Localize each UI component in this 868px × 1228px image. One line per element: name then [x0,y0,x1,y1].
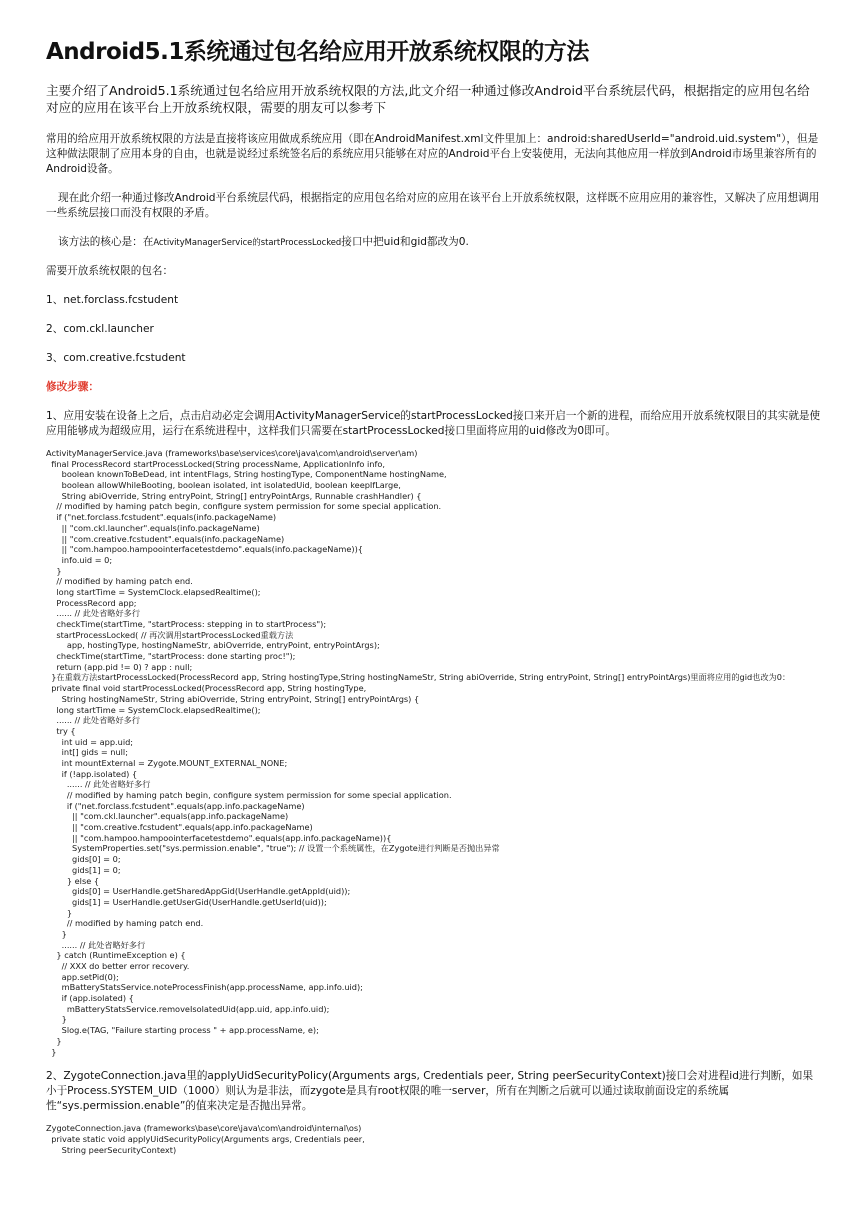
code-line: } [46,1046,57,1057]
code-line: }在重载方法startProcessLocked(ProcessRecord app, String hostingType,String hostingNameStr, String abiOverride, String entryPoint, String[] entryPointArgs)里面将应用的gid也改为0： [46,672,791,683]
code-line: // modified by haming patch begin, configure system permission for some special application. [46,501,442,512]
code-line: } [46,928,67,939]
package-item: 1、net.forclass.fcstudent [46,294,179,306]
code-line: boolean allowWhileBooting, boolean isolated, int isolatedUid, boolean keepIfLarge, [46,480,401,491]
code-line: String hostingNameStr, String abiOverride, String entryPoint, String[] entryPointArgs) { [46,693,420,704]
code-line: if ("net.forclass.fcstudent".equals(info.packageName) [46,512,277,523]
code-line: // modified by haming patch begin, configure system permission for some special application. [46,790,452,800]
code-line: int mountExternal = Zygote.MOUNT_EXTERNAL_NONE; [46,757,288,768]
page-title: Android5.1系统通过包名给应用开放系统权限的方法 [46,39,589,65]
code-line: String abiOverride, String entryPoint, String[] entryPointArgs, Runnable crashHandler) { [46,490,422,501]
code-line: gids[0] = UserHandle.getSharedAppGid(UserHandle.getAppId(uid)); [46,886,351,897]
code-line: } else { [46,875,100,886]
paragraph-intro: 常用的给应用开放系统权限的方法是直接将该应用做成系统应用（即在AndroidManifest.xml文件里加上：android:sharedUserId="android.uid.system"），但是这种做法限制了应用本身的自由，也就是说经过系统签名后的系统应用只能够在对应的Android平台上安装使用，无法向其他应用一样放到Android市场里兼容所有的Android设备。 [46,133,819,175]
code-line: private static void applyUidSecurityPolicy(Arguments args, Credentials peer, [46,1133,365,1144]
code-block-activity-manager [46,448,822,1057]
code-line: ProcessRecord app; [46,597,137,608]
code-line: || "com.ckl.launcher".equals(app.info.packageName) [46,811,289,822]
paragraph-core [46,235,822,250]
code-line: } [46,1035,62,1046]
paragraph-packages-intro: 需要开放系统权限的包名： [46,265,174,277]
code-line: private final void startProcessLocked(ProcessRecord app, String hostingType, [46,683,367,694]
code-line: mBatteryStatsService.removeIsolatedUid(app.uid, app.info.uid); [46,1003,330,1014]
code-line: checkTime(startTime, "startProcess: stepping in to startProcess"); [46,619,327,629]
code-line: ActivityManagerService.java (frameworks\base\services\core\java\com\android\server\am) [46,448,418,458]
code-line: app.setPid(0); [46,971,119,982]
code-line: String peerSecurityContext) [46,1144,177,1155]
code-line: ...... // 此处省略好多行 [46,779,151,790]
steps-heading: 修改步骤： [46,381,99,393]
code-line: } [46,907,73,918]
code-line: ...... // 此处省略好多行 [46,715,141,726]
code-line: } [46,1014,67,1025]
step-2-text: 2、ZygoteConnection.java里的applyUidSecurityPolicy(Arguments args, Credentials peer, String peerSecurityContext)接口会对进程id进行判断，如果小于Process.SYSTEM_UID（1000）则认为是非法，而zygote是具有root权限的唯一server，所有在判断之后就可以通过读取前面设定的系统属性“sys.permission.enable”的值来决定是否抛出异常。 [46,1070,814,1113]
package-item: 2、com.ckl.launcher [46,323,154,335]
code-line: final ProcessRecord startProcessLocked(String processName, ApplicationInfo info, [46,458,385,469]
code-line: gids[1] = UserHandle.getUserGid(UserHandle.getUserId(uid)); [46,896,327,907]
code-line: mBatteryStatsService.noteProcessFinish(app.processName, app.info.uid); [46,982,363,993]
code-line: ZygoteConnection.java (frameworks\base\core\java\com\android\internal\os) [46,1123,362,1134]
code-line: || "com.creative.fcstudent".equals(app.info.packageName) [46,822,313,833]
code-line: || "com.hampoo.hampoointerfacetestdemo".equals(info.packageName)){ [46,544,363,555]
core-method: ActivityManagerService的startProcessLocked [153,237,342,247]
code-line: ...... // 此处省略好多行 [46,939,146,950]
core-prefix: 该方法的核心是：在 [58,236,154,248]
code-line: ...... // 此处省略好多行 [46,608,141,619]
code-line: } [46,565,62,576]
code-line: // modified by haming patch end. [46,918,204,929]
code-line: // XXX do better error recovery. [46,961,190,971]
code-line: return (app.pid != 0) ? app : null; [46,661,193,672]
code-line: || "com.hampoo.hampoointerfacetestdemo".equals(app.info.packageName)){ [46,832,392,843]
code-line: gids[1] = 0; [46,864,121,875]
code-line: if (!app.isolated) { [46,768,138,779]
code-line: boolean knownToBeDead, int intentFlags, String hostingType, ComponentName hostingName, [46,469,447,480]
step-1-text: 1、应用安装在设备上之后，点击启动必定会调用ActivityManagerService的startProcessLocked接口来开启一个新的进程，而给应用开放系统权限目的其实就是使应用能够成为超级应用，运行在系统进程中，这样我们只需要在startProcessLocked接口里面将应用的uid修改为0即可。 [46,410,821,437]
code-line: // modified by haming patch end. [46,576,193,587]
package-item: 3、com.creative.fcstudent [46,352,186,364]
code-block-zygote-connection [46,1123,822,1155]
code-line: if (app.isolated) { [46,993,134,1004]
code-line: gids[0] = 0; [46,854,121,865]
code-line: info.uid = 0; [46,554,113,565]
code-line: } catch (RuntimeException e) { [46,950,186,961]
code-line: app, hostingType, hostingNameStr, abiOverride, entryPoint, entryPointArgs); [46,640,380,651]
paragraph-approach: 现在此介绍一种通过修改Android平台系统层代码，根据指定的应用包名给对应的应用在该平台上开放系统权限，这样既不应用应用的兼容性，又解决了应用想调用一些系统层接口而没有权限的矛盾。 [46,192,820,219]
code-line: startProcessLocked( // 再次调用startProcessLocked重载方法 [46,629,294,640]
article-summary: 主要介绍了Android5.1系统通过包名给应用开放系统权限的方法,此文介绍一种通过修改Android平台系统层代码，根据指定的应用包名给对应的应用在该平台上开放系统权限，需要的朋友可以参考下 [46,83,810,115]
code-line: int[] gids = null; [46,747,128,758]
code-line: Slog.e(TAG, "Failure starting process " + app.processName, e); [46,1025,319,1036]
code-line: || "com.ckl.launcher".equals(info.packageName) [46,522,260,533]
code-line: long startTime = SystemClock.elapsedRealtime(); [46,586,261,597]
code-line: try { [46,725,76,736]
code-line: SystemProperties.set("sys.permission.enable", "true"); // 设置一个系统属性，在Zygote进行判断是否抛出异常 [46,843,500,854]
code-line: long startTime = SystemClock.elapsedRealtime(); [46,704,261,715]
code-line: checkTime(startTime, "startProcess: done starting proc!"); [46,651,296,662]
core-suffix: 接口中把uid和gid都改为0. [341,236,469,248]
code-line: if ("net.forclass.fcstudent".equals(app.info.packageName) [46,800,305,811]
code-line: || "com.creative.fcstudent".equals(info.packageName) [46,533,285,544]
code-line: int uid = app.uid; [46,736,134,747]
